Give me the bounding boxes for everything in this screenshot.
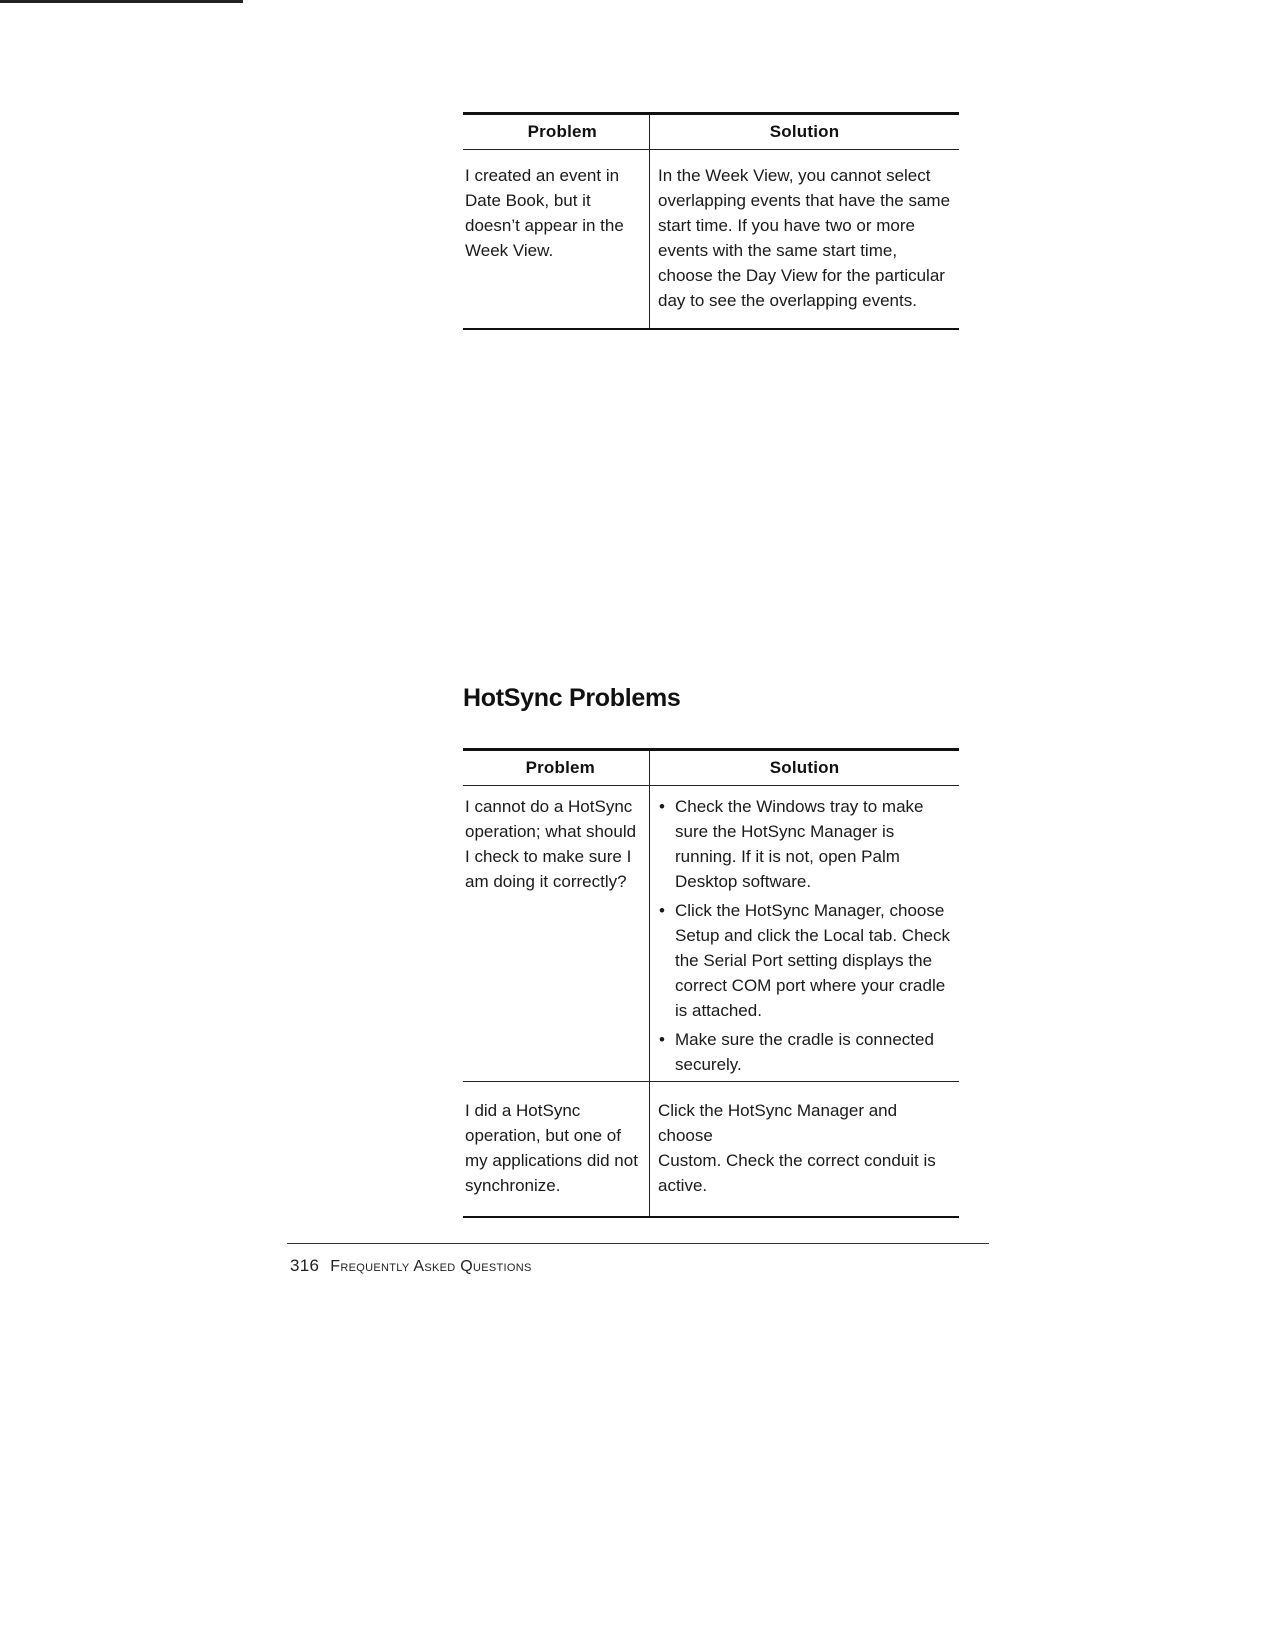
solution-line: overlapping events that have the same	[658, 191, 951, 210]
solution-line: Click the HotSync Manager and choose	[658, 1101, 898, 1145]
page-number: 316	[290, 1256, 320, 1275]
problem-line: operation, but one of	[465, 1126, 621, 1145]
bullet-line: securely.	[675, 1055, 742, 1074]
table-row	[463, 786, 959, 1081]
list-item	[658, 794, 955, 894]
solution-line: start time. If you have two or more	[658, 216, 915, 235]
bullet-line: Desktop software.	[675, 872, 812, 891]
table-header-row	[463, 115, 959, 150]
problem-line: I did a HotSync	[465, 1101, 581, 1120]
problem-line: I created an event in	[465, 166, 620, 185]
solution-bullet-list	[658, 794, 955, 1077]
solution-cell	[649, 786, 959, 1081]
solution-line: Custom. Check the correct conduit is	[658, 1151, 936, 1170]
bullet-icon: •	[659, 1030, 665, 1049]
problem-line: I cannot do a HotSync	[465, 797, 633, 816]
problem-line: Week View.	[465, 241, 554, 260]
header-solution: Solution	[649, 751, 959, 785]
top-edge-rule	[0, 0, 243, 3]
bullet-line: Setup and click the Local tab. Check	[675, 926, 950, 945]
page-footer	[290, 1256, 532, 1276]
table-row	[463, 150, 959, 328]
bullet-icon: •	[659, 797, 665, 816]
header-solution: Solution	[649, 115, 959, 149]
solution-line: In the Week View, you cannot select	[658, 166, 931, 185]
list-item	[658, 1027, 955, 1077]
bullet-line: sure the HotSync Manager is	[675, 822, 895, 841]
bullet-line: correct COM port where your cradle	[675, 976, 946, 995]
faq-table-date-book	[463, 112, 959, 330]
header-problem: Problem	[527, 122, 597, 141]
problem-cell	[463, 786, 649, 1081]
problem-line: I check to make sure I	[465, 847, 632, 866]
bullet-icon: •	[659, 901, 665, 920]
bullet-line: is attached.	[675, 1001, 762, 1020]
bullet-line: the Serial Port setting displays the	[675, 951, 933, 970]
bullet-line: Check the Windows tray to make	[675, 797, 924, 816]
header-problem: Problem	[525, 758, 595, 777]
solution-line: events with the same start time,	[658, 241, 898, 260]
table-header-row	[463, 751, 959, 786]
running-title: Frequently Asked Questions	[330, 1258, 532, 1275]
problem-cell	[463, 1082, 649, 1216]
problem-line: operation; what should	[465, 822, 637, 841]
problem-cell	[463, 150, 649, 328]
solution-line: day to see the overlapping events.	[658, 291, 917, 310]
solution-line: choose the Day View for the particular	[658, 266, 945, 285]
list-item	[658, 898, 955, 1023]
bullet-line: running. If it is not, open Palm	[675, 847, 900, 866]
problem-line: Date Book, but it	[465, 191, 591, 210]
bullet-line: Click the HotSync Manager, choose	[675, 901, 945, 920]
solution-cell	[649, 1082, 959, 1216]
solution-cell	[649, 150, 959, 328]
faq-table-hotsync	[463, 748, 959, 1218]
solution-line: active.	[658, 1176, 708, 1195]
section-heading-hotsync-problems: HotSync Problems	[463, 684, 681, 712]
problem-line: synchronize.	[465, 1176, 561, 1195]
table-row	[463, 1081, 959, 1216]
problem-line: my applications did not	[465, 1151, 638, 1170]
problem-line: doesn’t appear in the	[465, 216, 624, 235]
bullet-line: Make sure the cradle is connected	[675, 1030, 934, 1049]
problem-line: am doing it correctly?	[465, 872, 627, 891]
footer-rule	[287, 1243, 989, 1244]
